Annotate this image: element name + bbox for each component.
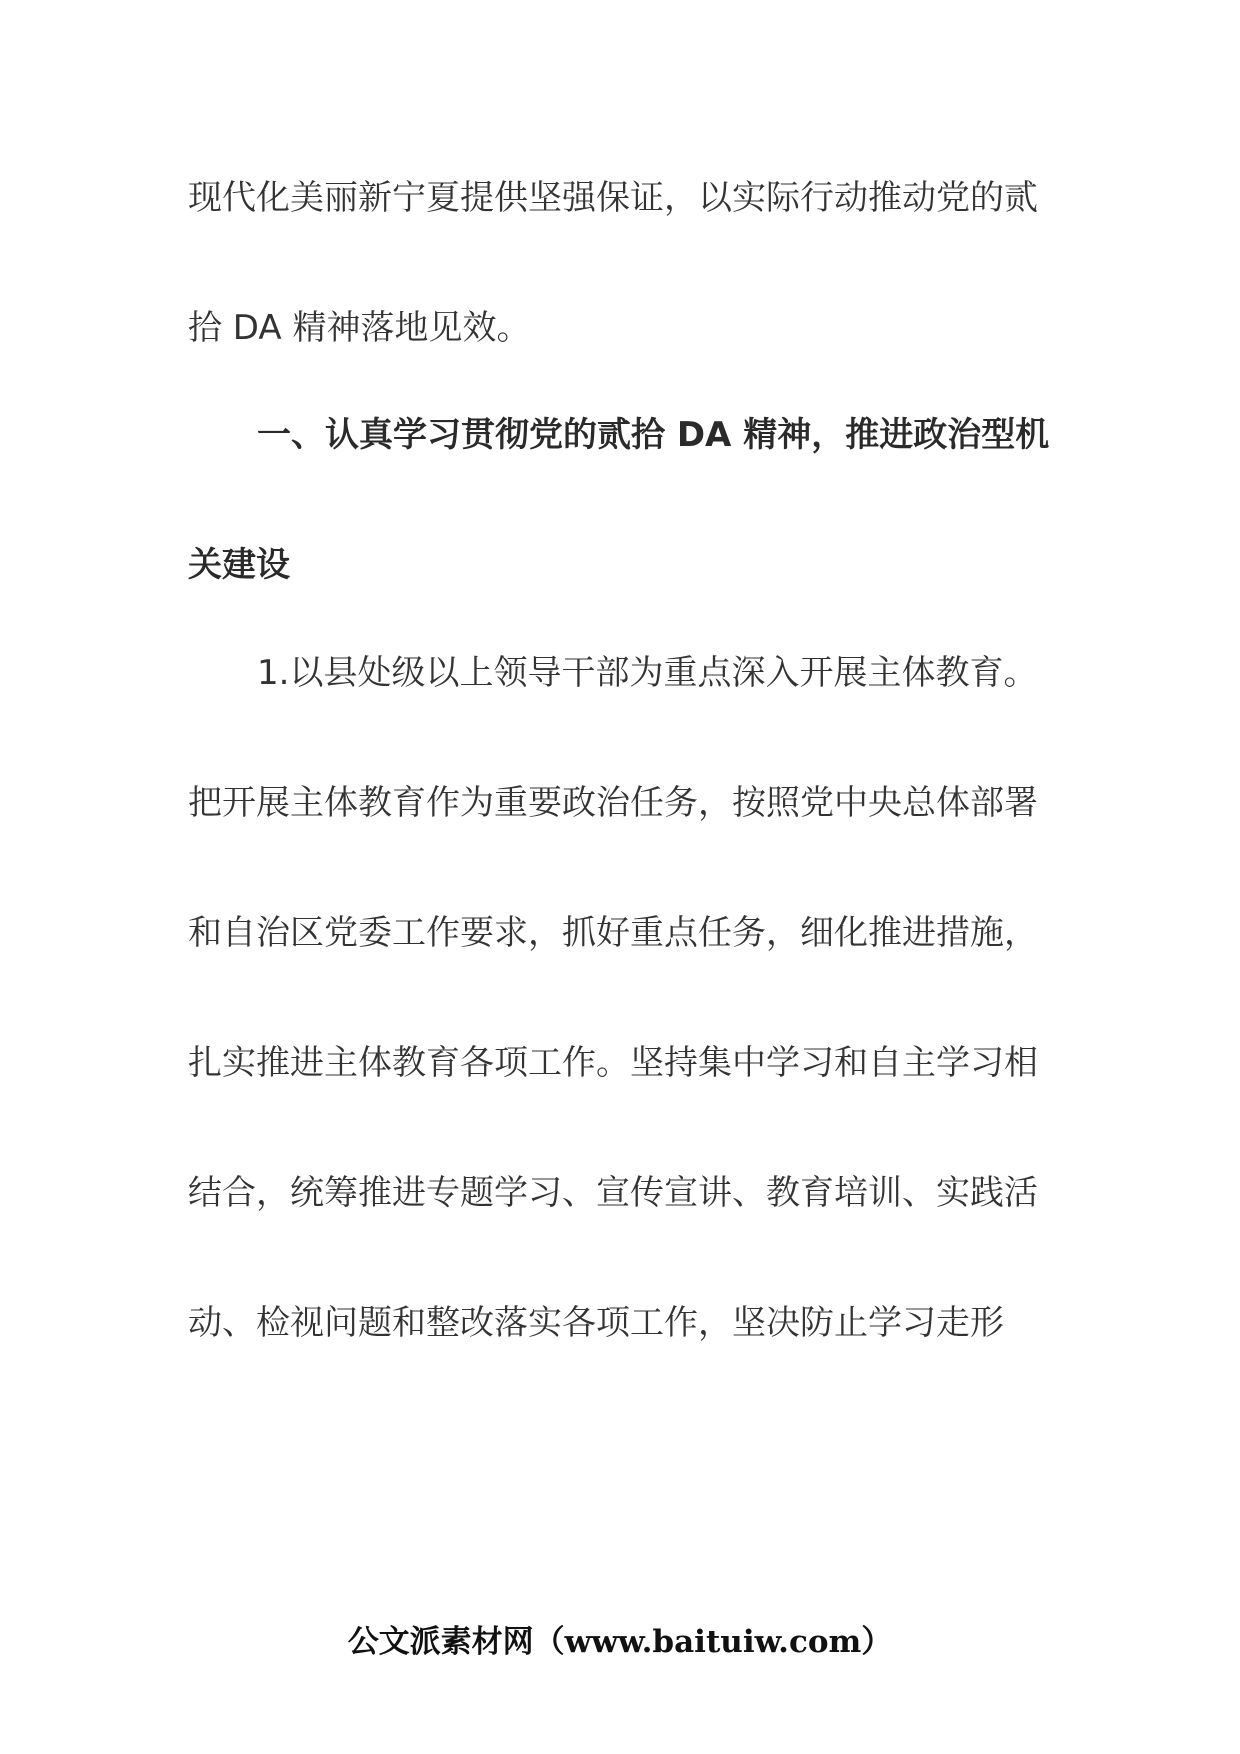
- numbered-item: 1.以县处级以上领导干部为重点深入开展主体教育。: [257, 653, 1038, 693]
- section-heading: 一、认真学习贯彻党的贰拾 DA 精神，推进政治型机: [257, 415, 1050, 455]
- section-heading: 关建设: [188, 545, 290, 585]
- paragraph-line: 拾 DA 精神落地见效。: [188, 308, 531, 348]
- paragraph-line: 扎实推进主体教育各项工作。坚持集中学习和自主学习相: [188, 1043, 1038, 1083]
- paragraph-line: 结合，统筹推进专题学习、宣传宣讲、教育培训、实践活: [188, 1173, 1038, 1213]
- paragraph-line: 现代化美丽新宁夏提供坚强保证，以实际行动推动党的贰: [188, 178, 1038, 218]
- paragraph-line: 和自治区党委工作要求，抓好重点任务，细化推进措施，: [188, 913, 1038, 953]
- paragraph-line: 把开展主体教育作为重要政治任务，按照党中央总体部署: [188, 783, 1038, 823]
- footer-watermark: 公文派素材网（www.baituiw.com）: [347, 1624, 893, 1660]
- paragraph-line: 动、检视问题和整改落实各项工作，坚决防止学习走形: [188, 1303, 1004, 1343]
